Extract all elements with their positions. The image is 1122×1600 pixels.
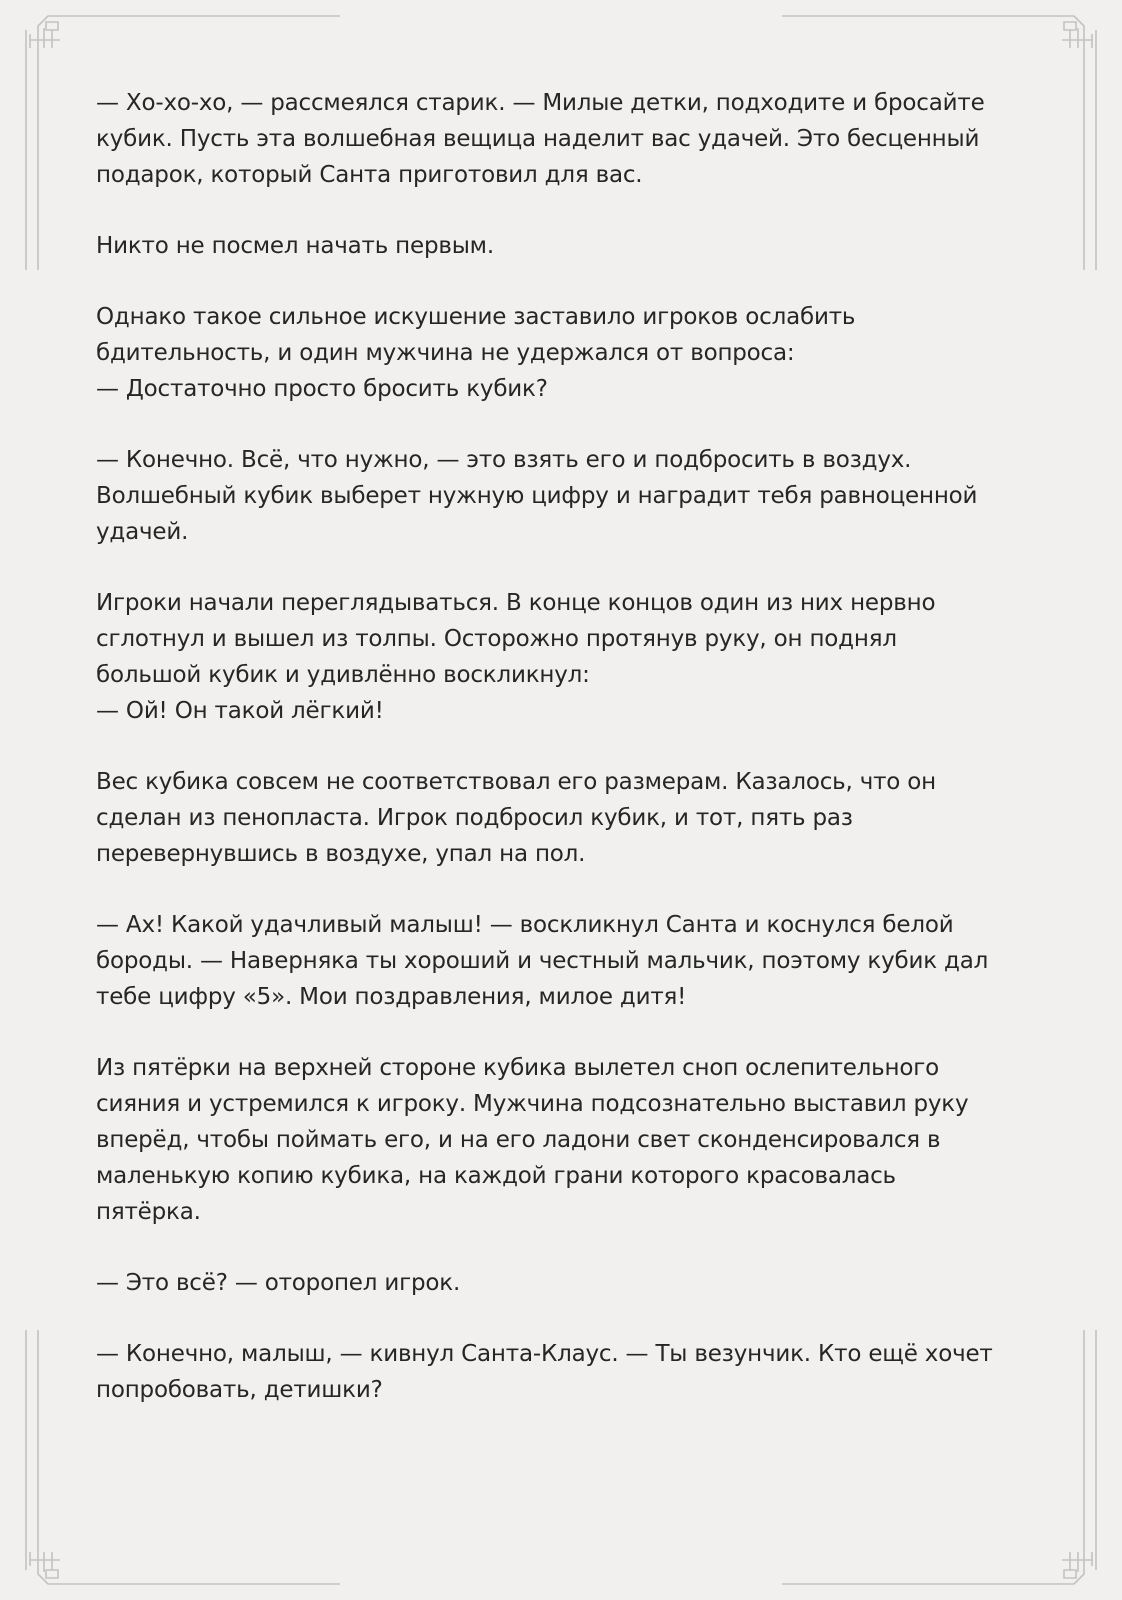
text-body bbox=[96, 85, 1036, 1443]
paragraph: — Хо-хо-хо, — рассмеялся старик. — Милые детки, подходите и бросайте кубик. Пусть эта волшебная вещица наделит вас удачей. Это бесценный подарок, который Санта приготовил для вас. bbox=[96, 90, 985, 188]
paragraph: Никто не посмел начать первым. bbox=[96, 233, 494, 259]
paragraph: — Ах! Какой удачливый малыш! — воскликнул Санта и коснулся белой бороды. — Наверняка ты хороший и честный мальчик, поэтому кубик дал тебе цифру «5». Мои поздравления, милое дитя! bbox=[96, 912, 989, 1010]
paragraph: Игроки начали переглядываться. В конце концов один из них нервно сглотнул и вышел из толпы. Осторожно протянув руку, он поднял большой кубик и удивлённо воскликнул: — Ой! Он такой лёгкий! bbox=[96, 590, 936, 724]
paragraph: Однако такое сильное искушение заставило игроков ослабить бдительность, и один мужчина не удержался от вопроса: — Достаточно просто бросить кубик? bbox=[96, 304, 856, 402]
paragraph: — Конечно. Всё, что нужно, — это взять его и подбросить в воздух. Волшебный кубик выберет нужную цифру и наградит тебя равноценной удачей. bbox=[96, 447, 978, 545]
paragraph: Из пятёрки на верхней стороне кубика вылетел сноп ослепительного сияния и устремился к игроку. Мужчина подсознательно выставил руку вперёд, чтобы поймать его, и на его ладони свет сконденсировался в маленькую копию кубика, на каждой грани которого красовалась пятёрка. bbox=[96, 1055, 969, 1225]
paragraph: — Конечно, малыш, — кивнул Санта-Клаус. — Ты везунчик. Кто ещё хочет попробовать, детишки? bbox=[96, 1341, 993, 1403]
paragraph: Вес кубика совсем не соответствовал его размерам. Казалось, что он сделан из пенопласта. Игрок подбросил кубик, и тот, пять раз перевернувшись в воздухе, упал на пол. bbox=[96, 769, 937, 867]
paragraph: — Это всё? — оторопел игрок. bbox=[96, 1270, 461, 1296]
